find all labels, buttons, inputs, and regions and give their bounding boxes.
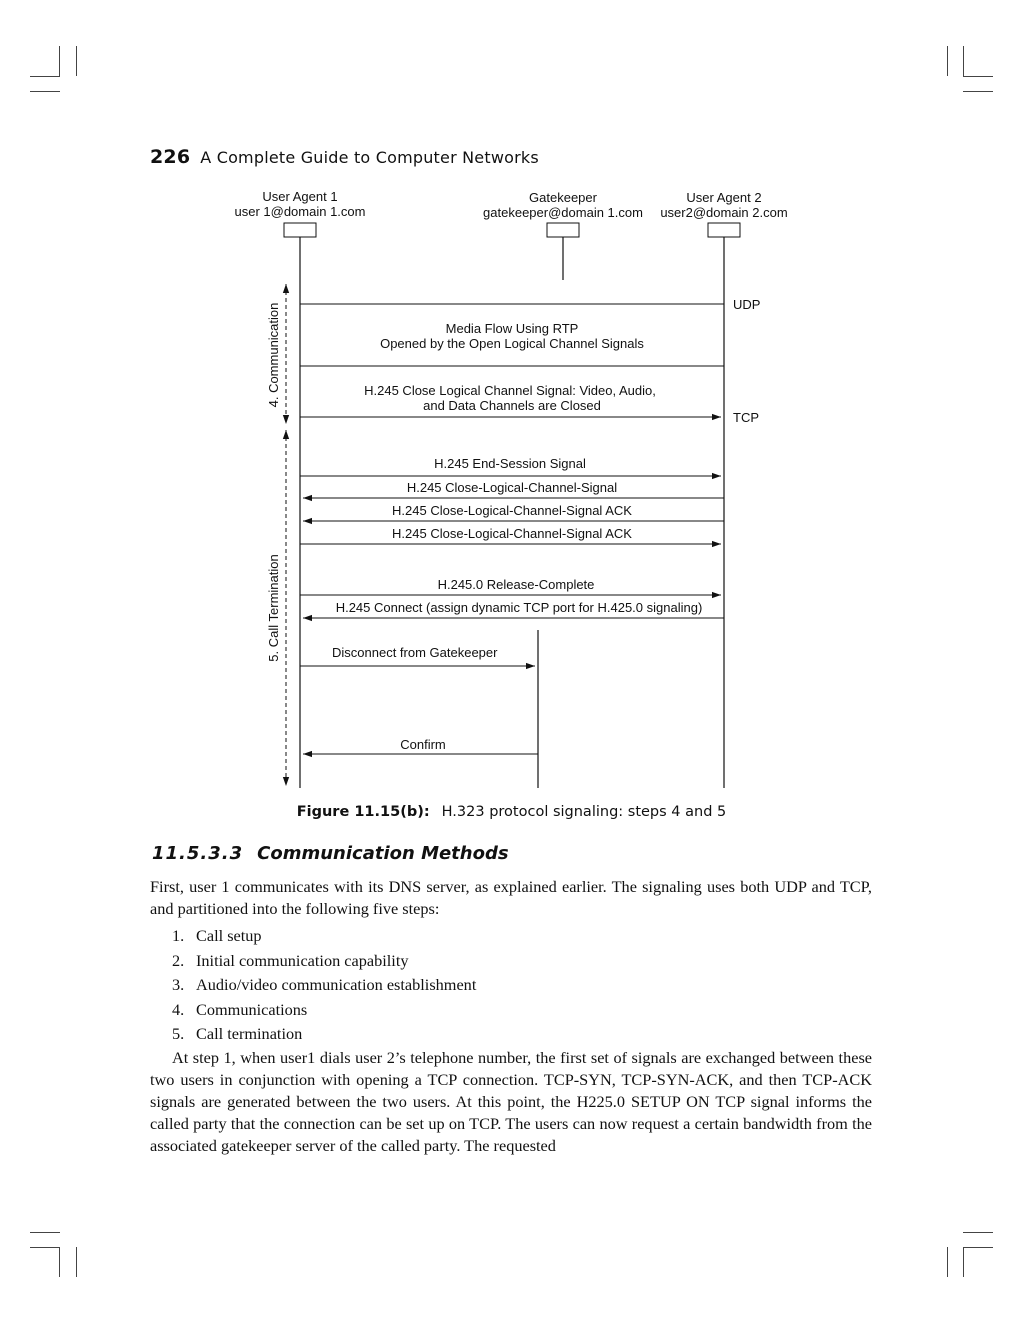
paragraph: At step 1, when user1 dials user 2’s telephone number, the first set of signals are exchanged between these two users in conjunction with opening a TCP connection. TCP-SYN, TCP-SYN-ACK, and then TCP-ACK signals are generated between the two users. At this point, the H225.0 SETUP ON TCP signal informs the called party that the connection can be set up on TCP. The users can now request a certain bandwidth from the associated gatekeeper server of the called party. The requested <box>150 1048 872 1155</box>
figure-label: Figure 11.15(b): <box>296 804 430 820</box>
list-item-number: 3. <box>172 975 185 994</box>
participant-box <box>708 223 740 237</box>
list-item-text: Call setup <box>196 926 262 945</box>
steps-list <box>172 924 476 1047</box>
section-heading <box>152 843 509 864</box>
participant-name: User Agent 2 <box>686 190 762 205</box>
close-signal-text: and Data Channels are Closed <box>423 398 601 413</box>
message-label: H.245 Connect (assign dynamic TCP port for H.425.0 signaling) <box>335 600 703 615</box>
media-flow-text: Media Flow Using RTP <box>445 321 579 336</box>
participant-address: user2@domain 2.com <box>660 205 788 220</box>
figure-caption-text: H.323 protocol signaling: steps 4 and 5 <box>441 804 727 820</box>
list-item-number: 5. <box>172 1024 185 1043</box>
list-item-number: 2. <box>172 950 185 970</box>
message-label: H.245.0 Release-Complete <box>437 577 595 592</box>
close-signal-text: H.245 Close Logical Channel Signal: Video, Audio, <box>364 383 656 398</box>
list-item <box>172 949 476 974</box>
udp-label: UDP <box>733 297 761 312</box>
phase-label: 4. Communication <box>266 302 281 408</box>
participant-box <box>284 223 316 237</box>
list-item <box>172 973 476 998</box>
list-item-text: Communications <box>196 999 308 1019</box>
list-item <box>172 924 476 949</box>
message-label: Disconnect from Gatekeeper <box>332 645 498 660</box>
participant-address: user 1@domain 1.com <box>234 204 366 219</box>
message-label: H.245 Close-Logical-Channel-Signal ACK <box>392 503 632 518</box>
tcp-label: TCP <box>733 410 759 425</box>
list-item <box>172 998 476 1023</box>
message-label: Confirm <box>400 737 446 752</box>
section-title: Communication Methods <box>257 843 509 864</box>
participant-name: User Agent 1 <box>262 189 338 204</box>
message-label: H.245 End-Session Signal <box>434 456 586 471</box>
participant-name: Gatekeeper <box>529 190 597 205</box>
message-label: H.245 Close-Logical-Channel-Signal ACK <box>392 526 632 541</box>
figure-caption <box>0 804 1023 820</box>
list-item-text: Audio/video communication establishment <box>196 975 477 994</box>
page-number: 226 <box>150 146 191 168</box>
participant-box <box>547 223 579 237</box>
list-item-text: Call termination <box>196 1024 303 1043</box>
list-item <box>172 1022 476 1047</box>
participant-address: gatekeeper@domain 1.com <box>483 205 643 220</box>
list-item-number: 1. <box>172 926 185 945</box>
book-title: A Complete Guide to Computer Networks <box>200 148 539 167</box>
list-item-number: 4. <box>172 999 185 1019</box>
media-flow-text: Opened by the Open Logical Channel Signals <box>380 336 644 351</box>
phase-label: 5. Call Termination <box>266 554 281 662</box>
paragraph: First, user 1 communicates with its DNS server, as explained earlier. The signaling uses both UDP and TCP, and partitioned into the following five steps: <box>150 877 872 918</box>
message-label: H.245 Close-Logical-Channel-Signal <box>406 480 618 495</box>
section-number: 11.5.3.3 <box>152 843 244 864</box>
list-item-text: Initial communication capability <box>196 950 409 970</box>
